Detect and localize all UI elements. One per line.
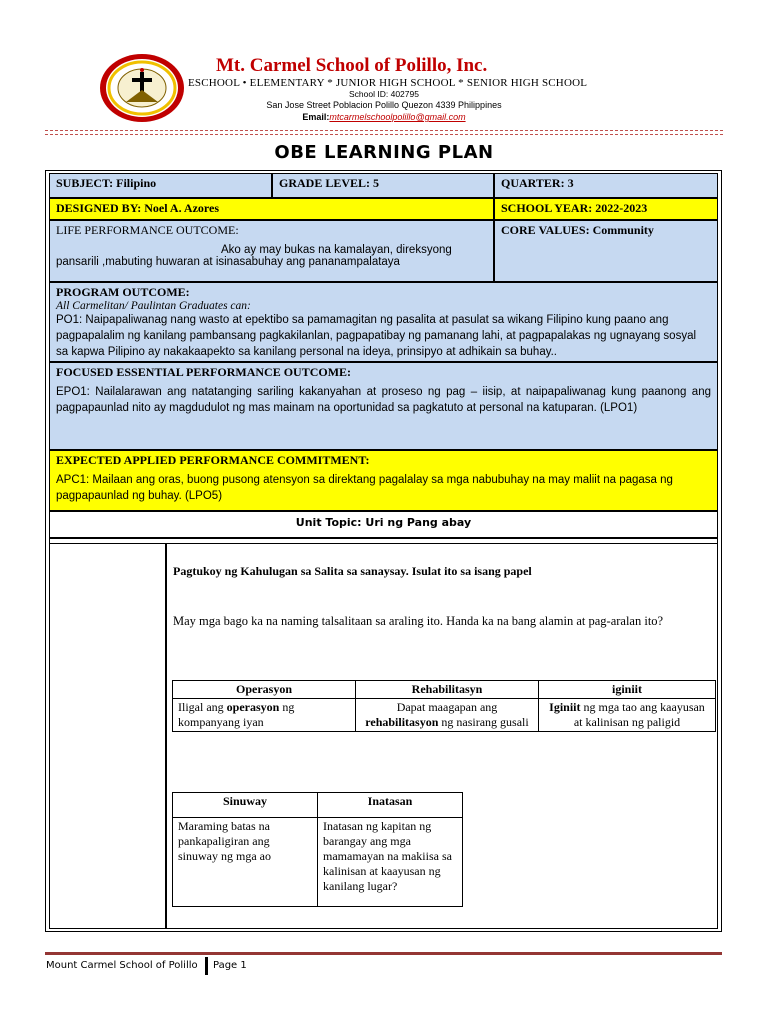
program-outcome-text: PO1: Naipapaliwanag nang wasto at epektibo sa pamamagitan ng pasalita at pasulat sa wikang Filipino kung paano ang pagpapalalim ng kanilang pambansang pagkakilanlan, pagpapatibay ng pamanang lahi, at pagpapalakas ng ugnayang sosyal sa kapwa Pilipino ay nakakaapekto sa kanilang personal na ideya, prinsipyo at adhikain sa buhay.. — [56, 314, 697, 358]
school-address: San Jose Street Poblacion Polillo Quezon 4339 Philippines — [266, 100, 502, 110]
program-outcome-sub: All Carmelitan/ Paulintan Graduates can: — [56, 300, 251, 312]
expected-commitment-label: EXPECTED APPLIED PERFORMANCE COMMITMENT: — [56, 453, 370, 467]
grade-level-cell: GRADE LEVEL: 5 — [272, 173, 494, 198]
quarter-cell: QUARTER: 3 — [494, 173, 718, 198]
life-outcome-text: pansarili ,mabuting huwaran at isinasabuhay ang pananampalataya — [56, 256, 400, 268]
email-line — [0, 112, 768, 122]
divider — [45, 130, 723, 131]
table-header: Inatasan — [318, 793, 463, 818]
table-header: Operasyon — [173, 681, 356, 699]
cell-text: Iligal ang — [178, 700, 227, 714]
vocab-word: rehabilitasyon — [365, 715, 439, 729]
table-header: iginiit — [539, 681, 716, 699]
divider — [45, 134, 723, 135]
subject-cell: SUBJECT: Filipino — [49, 173, 272, 198]
table-cell: Inatasan ng kapitan ng barangay ang mga mamamayan na makiisa sa kalinisan at kaayusan ng kanilang lugar? — [318, 818, 463, 907]
footer-school: Mount Carmel School of Polillo — [46, 960, 198, 971]
table-cell — [356, 699, 539, 732]
letterhead — [0, 0, 768, 135]
footer-page-number: Page 1 — [213, 960, 247, 971]
cell-text: ng nasirang gusali — [438, 715, 529, 729]
vocabulary-table-2 — [172, 792, 463, 907]
table-row — [173, 818, 463, 907]
life-outcome-cell — [49, 220, 494, 282]
cell-text: ng mga tao ang kaayusan at kalinisan ng paligid — [573, 700, 705, 729]
vocab-word: operasyon — [226, 700, 280, 714]
focused-outcome-label: FOCUSED ESSENTIAL PERFORMANCE OUTCOME: — [56, 365, 352, 379]
school-id: School ID: 402795 — [349, 89, 419, 99]
program-outcome-cell — [49, 282, 718, 362]
designed-by-cell: DESIGNED BY: Noel A. Azores — [49, 198, 494, 220]
school-levels: ESCHOOL • ELEMENTARY * JUNIOR HIGH SCHOOL * SENIOR HIGH SCHOOL — [188, 77, 588, 89]
lesson-instruction: Pagtukoy ng Kahulugan sa Salita sa sanaysay. Isulat ito sa isang papel — [173, 564, 532, 578]
table-header: Rehabilitasyn — [356, 681, 539, 699]
table-cell: Maraming batas na pankapaligiran ang sinuway ng mga ao — [173, 818, 318, 907]
table-cell — [173, 699, 356, 732]
table-header-row — [173, 793, 463, 818]
table-header-row — [173, 681, 716, 699]
table-cell — [539, 699, 716, 732]
email-label: Email: — [302, 112, 330, 122]
vocab-word: Iginiit — [549, 700, 581, 714]
core-values-cell: CORE VALUES: Community — [494, 220, 718, 282]
footer-separator — [205, 957, 208, 975]
lesson-left-column — [49, 543, 166, 929]
cell-text: Dapat maagapan ang — [396, 700, 498, 714]
vocabulary-table-1 — [172, 680, 716, 732]
school-year-cell: SCHOOL YEAR: 2022-2023 — [494, 198, 718, 220]
focused-outcome-cell — [49, 362, 718, 450]
life-outcome-label: LIFE PERFORMANCE OUTCOME: — [56, 223, 239, 237]
email-link[interactable]: mtcarmelschoolpolillo@gmail.com — [329, 112, 466, 122]
cell-text: ng kompanyang iyan — [178, 700, 295, 729]
expected-commitment-text: APC1: Mailaan ang oras, buong pusong atensyon sa direktang pagalalay sa mga nabubuhay na may maliit na pagasa ng pagpapaunlad ng buhay. (LPO5) — [56, 474, 673, 502]
program-outcome-label: PROGRAM OUTCOME: — [56, 285, 190, 299]
lesson-intro: May mga bago ka na naming talsalitaan sa araling ito. Handa ka na bang alamin at pag-aralan ito? — [173, 614, 664, 628]
focused-outcome-text: EPO1: Nailalarawan ang natatanging sariling kakanyahan at proseso ng pag – iisip, at naipapaliwanag kung paanong ang pagpapaunlad nito ay magdudulot ng mas mainam na oportunidad sa pagkatuto at personal na katuparan. (LPO1) — [56, 386, 711, 414]
footer-divider — [45, 952, 722, 955]
expected-commitment-cell — [49, 450, 718, 511]
unit-topic: Unit Topic: Uri ng Pang abay — [49, 511, 718, 538]
school-name: Mt. Carmel School of Polillo, Inc. — [216, 55, 488, 76]
table-header: Sinuway — [173, 793, 318, 818]
life-outcome-text: Ako ay may bukas na kamalayan, direksyong — [221, 244, 452, 256]
table-row — [173, 699, 716, 732]
page-title: OBE LEARNING PLAN — [274, 142, 494, 163]
